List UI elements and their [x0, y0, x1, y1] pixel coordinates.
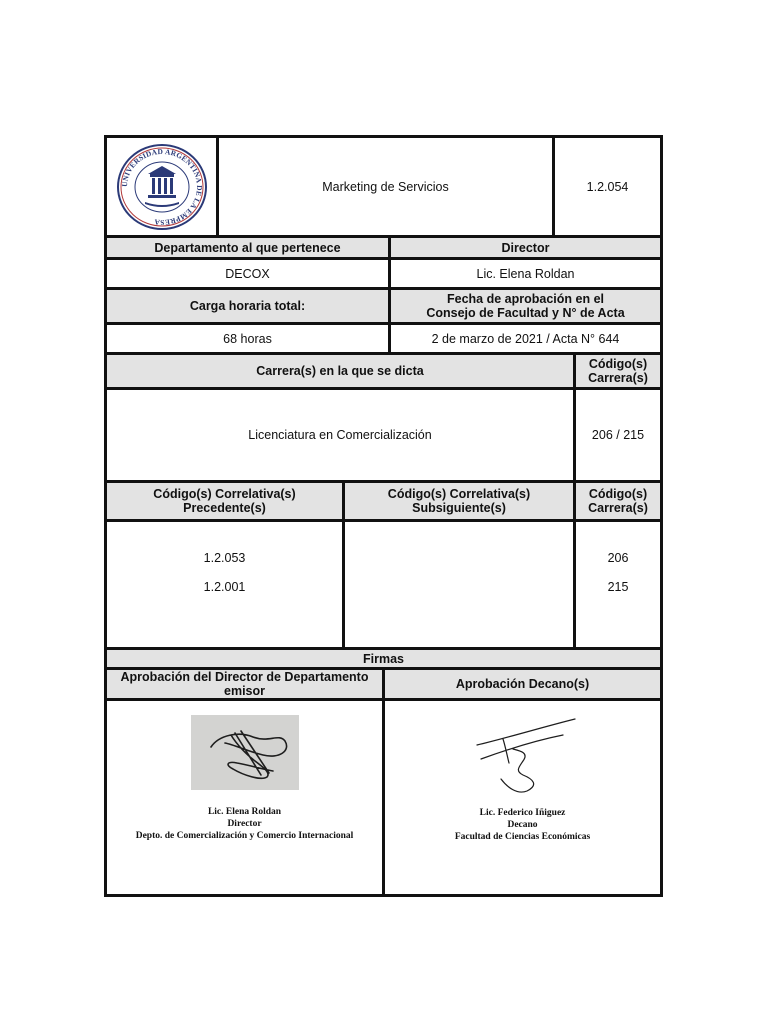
hours-approval-header-row	[107, 290, 660, 325]
correlatives-code-label-line2: Carrera(s)	[588, 501, 648, 515]
careers-code-label-line2: Carrera(s)	[588, 371, 648, 385]
careers-code-label-line1: Código(s)	[588, 357, 648, 371]
prev-correlatives-label	[107, 483, 345, 519]
correlative-career-code: 206	[607, 551, 629, 565]
director-approval-label	[107, 670, 385, 698]
career-name: Licenciatura en Comercialización	[107, 390, 576, 480]
director-signature-dept: Depto. de Comercialización y Comercio Internacional	[135, 831, 354, 841]
signatures-header-row	[107, 670, 660, 701]
next-correlatives-values	[345, 522, 576, 647]
next-correlatives-label-line1: Código(s) Correlativa(s)	[387, 487, 531, 501]
director-signature-block	[107, 701, 385, 894]
approval-date-label-line2: Consejo de Facultad y N° de Acta	[426, 306, 625, 320]
director-label: Director	[391, 238, 660, 257]
prev-correlatives-values	[107, 522, 345, 647]
careers-label: Carrera(s) en la que se dicta	[107, 355, 576, 387]
hours-approval-value-row	[107, 325, 660, 355]
signatures-title: Firmas	[107, 650, 660, 667]
dept-director-value-row	[107, 260, 660, 290]
dean-approval-label: Aprobación Decano(s)	[385, 670, 660, 698]
next-correlatives-label-line2: Subsiguiente(s)	[412, 501, 506, 515]
header-row	[107, 138, 660, 238]
dean-signature-block	[385, 701, 660, 894]
careers-header-row	[107, 355, 660, 390]
correlatives-code-label-line1: Código(s)	[588, 487, 648, 501]
correlative-career-code: 215	[607, 580, 629, 594]
career-codes: 206 / 215	[591, 428, 645, 442]
director-approval-label-line1: Aprobación del Director de Departamento	[120, 670, 369, 684]
department-label: Departamento al que pertenece	[107, 238, 391, 257]
hours-value: 68 horas	[107, 325, 391, 352]
approval-date-label	[391, 290, 660, 322]
prev-correlative-item: 1.2.053	[203, 551, 246, 565]
subject-form	[104, 135, 663, 897]
university-logo	[107, 138, 219, 235]
dean-signature-name: Lic. Federico Iñiguez	[479, 808, 566, 818]
director-signature-image	[191, 715, 299, 790]
dept-director-header-row	[107, 238, 660, 260]
approval-date-value: 2 de marzo de 2021 / Acta N° 644	[431, 331, 620, 346]
dean-signature-faculty: Facultad de Ciencias Económicas	[454, 832, 591, 842]
dean-signature-caption	[455, 807, 590, 843]
correlatives-code-label	[576, 483, 660, 519]
director-signature-role: Director	[227, 819, 262, 829]
prev-correlatives-label-line2: Precedente(s)	[183, 501, 266, 515]
dean-signature-image	[463, 715, 583, 795]
subject-code: 1.2.054	[586, 179, 629, 194]
director-signature-name: Lic. Elena Roldan	[207, 807, 282, 817]
careers-value-row	[107, 390, 660, 483]
director-approval-label-line2: emisor	[224, 684, 265, 698]
prev-correlative-item: 1.2.001	[203, 580, 246, 594]
university-seal-icon	[115, 142, 209, 232]
subject-name: Marketing de Servicios	[219, 138, 555, 235]
approval-date-label-line1: Fecha de aprobación en el	[447, 292, 604, 306]
prev-correlatives-label-line1: Código(s) Correlativa(s)	[153, 487, 296, 501]
director-signature-caption	[136, 806, 354, 842]
hours-label: Carga horaria total:	[107, 290, 391, 322]
next-correlatives-label	[345, 483, 576, 519]
correlatives-career-codes	[576, 522, 660, 647]
correlatives-header-row	[107, 483, 660, 522]
correlatives-value-row	[107, 522, 660, 650]
director-value: Lic. Elena Roldan	[476, 266, 575, 281]
signatures-row	[107, 701, 660, 894]
careers-code-label	[576, 355, 660, 387]
signatures-title-row	[107, 650, 660, 670]
department-value: DECOX	[107, 260, 391, 287]
dean-signature-role: Decano	[507, 820, 538, 830]
seal-text: UNIVERSIDAD ARGENTINA DE LA EMPRESA	[119, 146, 204, 227]
